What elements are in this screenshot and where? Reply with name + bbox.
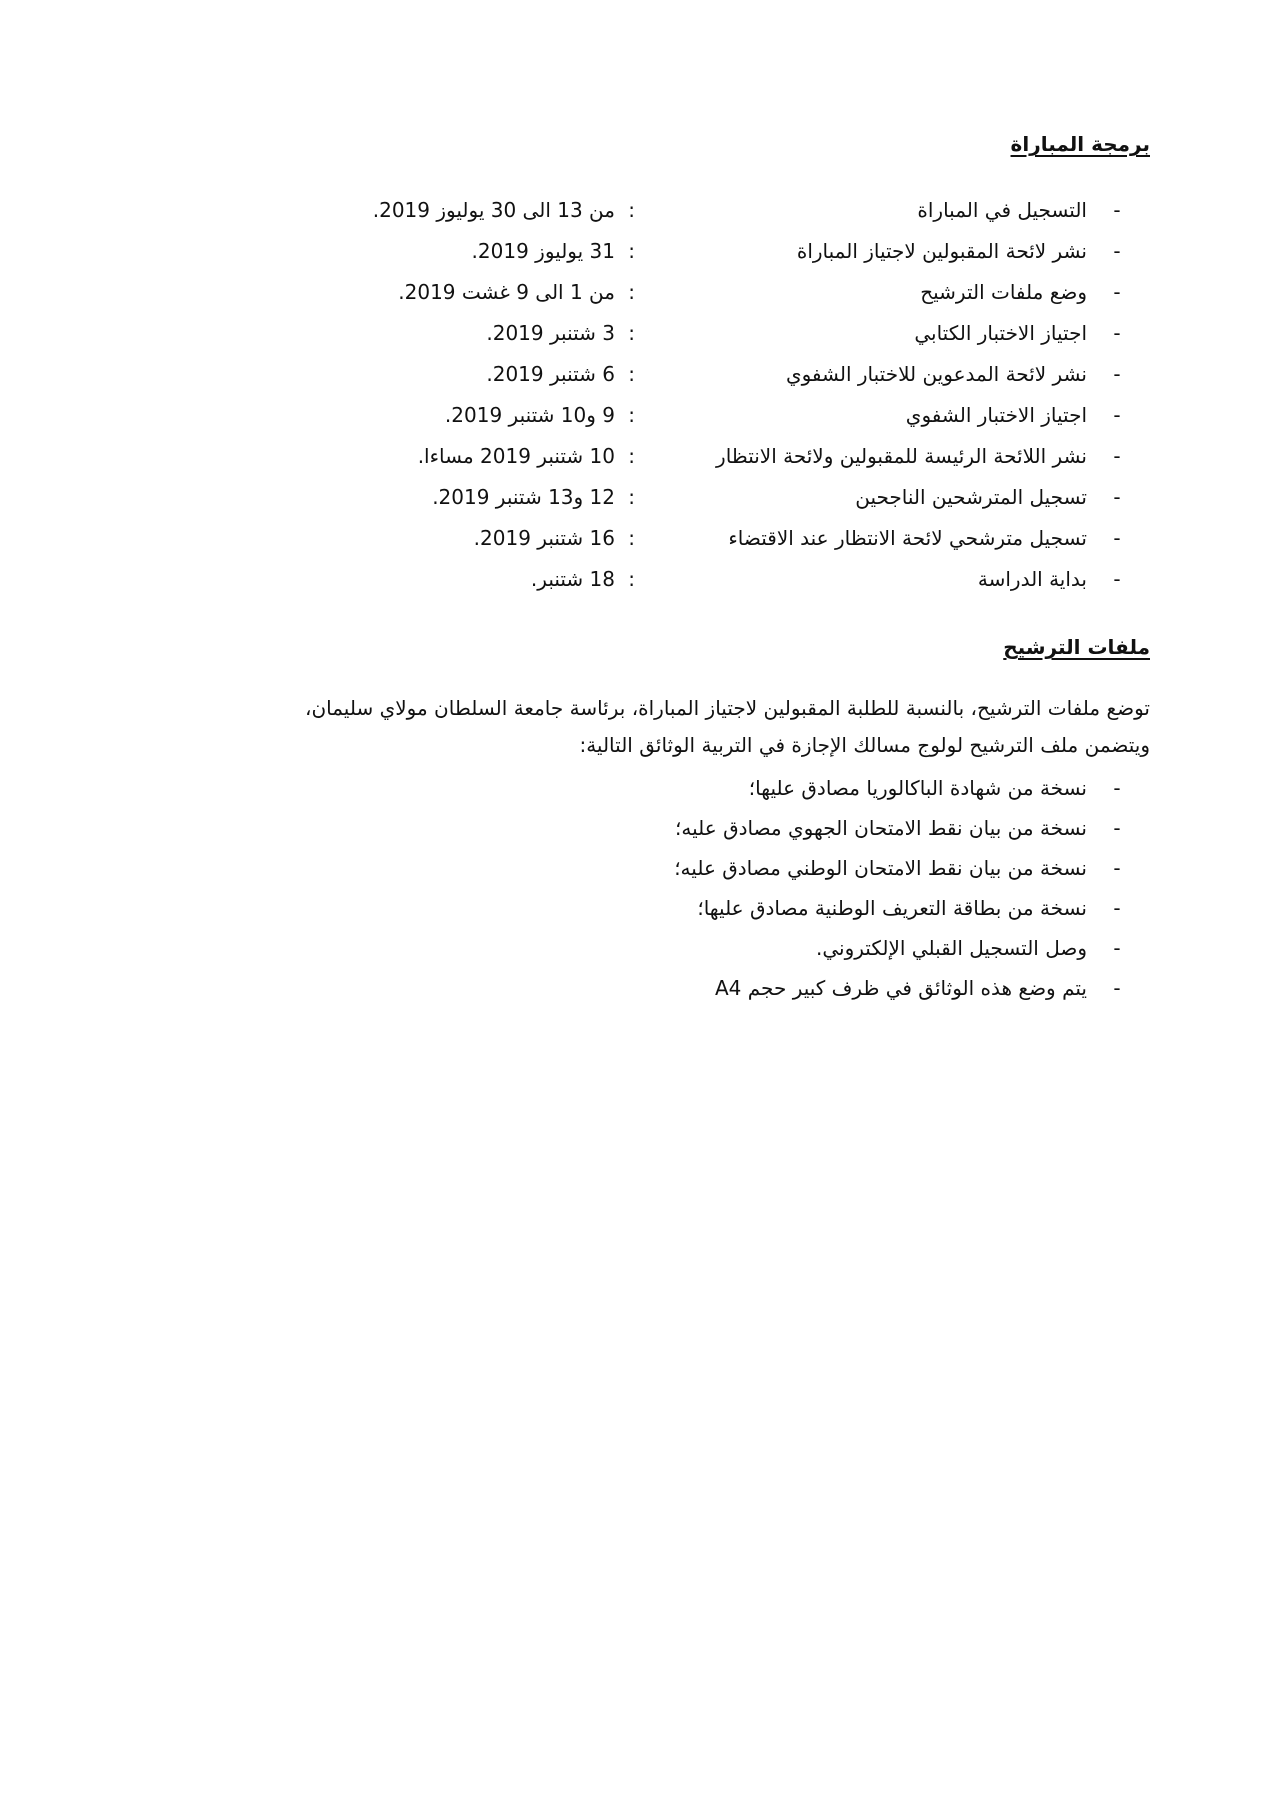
- schedule-event: اجتياز الاختبار الشفوي: [905, 403, 1087, 427]
- schedule-item: [225, 313, 1125, 354]
- schedule-date: من 1 الى 9 غشت 2019.: [398, 280, 615, 304]
- schedule-date: 6 شتنبر 2019.: [486, 362, 615, 386]
- schedule-event: نشر لائحة المقبولين لاجتياز المباراة: [796, 239, 1087, 263]
- schedule-event: تسجيل المترشحين الناجحين: [855, 485, 1087, 509]
- list-bullet: -: [1113, 198, 1121, 222]
- schedule-date: 31 يوليوز 2019.: [471, 239, 615, 263]
- schedule-event: نشر لائحة المدعوين للاختبار الشفوي: [785, 362, 1087, 386]
- document-item: [325, 768, 1125, 808]
- schedule-colon: :: [628, 239, 635, 263]
- document-text: نسخة من شهادة الباكالوريا مصادق عليها؛: [748, 776, 1087, 800]
- schedule-colon: :: [628, 198, 635, 222]
- schedule-list: [225, 190, 1125, 600]
- list-bullet: -: [1113, 239, 1121, 263]
- document-item: [325, 808, 1125, 848]
- candidacy-paragraph: [130, 690, 1150, 764]
- document-item: [325, 888, 1125, 928]
- schedule-item: [225, 395, 1125, 436]
- document-item: [325, 928, 1125, 968]
- list-bullet: -: [1113, 485, 1121, 509]
- list-bullet: -: [1113, 362, 1121, 386]
- paragraph-line: ويتضمن ملف الترشيح لولوج مسالك الإجازة في التربية الوثائق التالية:: [579, 733, 1150, 757]
- list-bullet: -: [1113, 896, 1121, 920]
- schedule-event: اجتياز الاختبار الكتابي: [914, 321, 1087, 345]
- schedule-item: [225, 231, 1125, 272]
- schedule-colon: :: [628, 403, 635, 427]
- schedule-item: [225, 354, 1125, 395]
- schedule-event: التسجيل في المباراة: [917, 198, 1087, 222]
- document-item: [325, 848, 1125, 888]
- schedule-item: [225, 272, 1125, 313]
- section-title-candidacy-files: ملفات الترشيح: [1003, 635, 1150, 659]
- schedule-colon: :: [628, 280, 635, 304]
- schedule-date: 3 شتنبر 2019.: [486, 321, 615, 345]
- schedule-colon: :: [628, 362, 635, 386]
- document-text: نسخة من بطاقة التعريف الوطنية مصادق عليها؛: [697, 896, 1087, 920]
- schedule-date: 12 و13 شتنبر 2019.: [432, 485, 615, 509]
- document-item: [325, 968, 1125, 1008]
- schedule-colon: :: [628, 567, 635, 591]
- schedule-colon: :: [628, 485, 635, 509]
- schedule-date: 18 شتنبر.: [530, 567, 615, 591]
- list-bullet: -: [1113, 403, 1121, 427]
- schedule-colon: :: [628, 321, 635, 345]
- section-title-schedule: برمجة المباراة: [1010, 132, 1150, 156]
- schedule-colon: :: [628, 526, 635, 550]
- schedule-date: 10 شتنبر 2019 مساءا.: [417, 444, 615, 468]
- document-text: نسخة من بيان نقط الامتحان الجهوي مصادق عليه؛: [675, 816, 1087, 840]
- list-bullet: -: [1113, 321, 1121, 345]
- list-bullet: -: [1113, 444, 1121, 468]
- schedule-date: 9 و10 شتنبر 2019.: [444, 403, 615, 427]
- list-bullet: -: [1113, 776, 1121, 800]
- list-bullet: -: [1113, 856, 1121, 880]
- paragraph-line: توضع ملفات الترشيح، بالنسبة للطلبة المقبولين لاجتياز المباراة، برئاسة جامعة السلطان مولاي سليمان،: [305, 696, 1150, 720]
- schedule-item: [225, 559, 1125, 600]
- schedule-date: 16 شتنبر 2019.: [473, 526, 615, 550]
- document-text: نسخة من بيان نقط الامتحان الوطني مصادق عليه؛: [674, 856, 1087, 880]
- schedule-item: [225, 477, 1125, 518]
- list-bullet: -: [1113, 816, 1121, 840]
- schedule-colon: :: [628, 444, 635, 468]
- document-text: يتم وضع هذه الوثائق في ظرف كبير حجم A4: [714, 976, 1087, 1000]
- schedule-item: [225, 518, 1125, 559]
- list-bullet: -: [1113, 936, 1121, 960]
- schedule-event: وضع ملفات الترشيح: [920, 280, 1087, 304]
- list-bullet: -: [1113, 526, 1121, 550]
- schedule-event: تسجيل مترشحي لائحة الانتظار عند الاقتضاء: [728, 526, 1087, 550]
- documents-list: [325, 768, 1125, 1008]
- schedule-item: [225, 436, 1125, 477]
- list-bullet: -: [1113, 976, 1121, 1000]
- schedule-date: من 13 الى 30 يوليوز 2019.: [372, 198, 615, 222]
- list-bullet: -: [1113, 280, 1121, 304]
- schedule-event: بداية الدراسة: [977, 567, 1087, 591]
- list-bullet: -: [1113, 567, 1121, 591]
- schedule-event: نشر اللائحة الرئيسة للمقبولين ولائحة الانتظار: [716, 444, 1087, 468]
- document-text: وصل التسجيل القبلي الإلكتروني.: [816, 936, 1087, 960]
- schedule-item: [225, 190, 1125, 231]
